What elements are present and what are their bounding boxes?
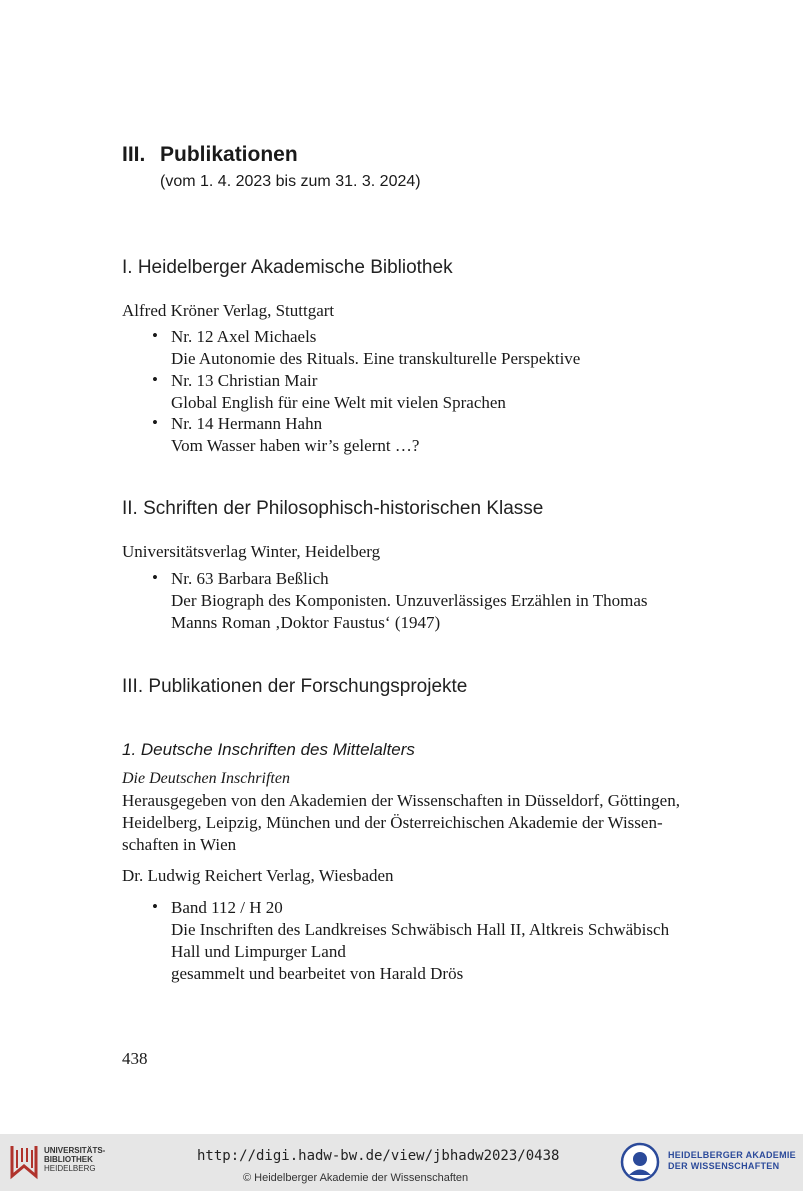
list-item-title: Global English für eine Welt mit vielen Sprachen [171, 393, 506, 412]
bullet-icon: • [152, 326, 158, 345]
list-item-title: Vom Wasser haben wir’s gelernt …? [171, 436, 420, 455]
section-publisher: Alfred Kröner Verlag, Stuttgart [122, 301, 335, 320]
ub-logo-text [44, 1146, 105, 1173]
list-item-title: Hall und Limpurger Land [171, 942, 346, 961]
page-number: 438 [122, 1049, 148, 1068]
list-item: Nr. 13 Christian Mair [171, 371, 318, 390]
list-item: Nr. 12 Axel Michaels [171, 327, 317, 346]
chapter-title-text: Publikationen [160, 143, 298, 166]
list-item: Band 112 / H 20 [171, 898, 283, 917]
bullet-icon: • [152, 370, 158, 389]
series-title: Die Deutschen Inschriften [122, 770, 290, 787]
list-item: Nr. 14 Hermann Hahn [171, 414, 323, 433]
editors-line: Herausgegeben von den Akademien der Wissenschaften in Düsseldorf, Göttingen, [122, 791, 680, 810]
bullet-icon: • [152, 568, 158, 587]
ub-logo-icon [8, 1142, 40, 1180]
academy-logo-line: DER WISSENSCHAFTEN [668, 1161, 780, 1171]
academy-seal-icon [620, 1142, 660, 1182]
copyright-text: © Heidelberger Akademie der Wissenschaften [243, 1172, 469, 1184]
editors-line: Heidelberg, Leipzig, München und der Österreichischen Akademie der Wissen- [122, 813, 663, 832]
section-publisher: Universitätsverlag Winter, Heidelberg [122, 542, 381, 561]
bullet-icon: • [152, 897, 158, 916]
list-item-credit: gesammelt und bearbeitet von Harald Drös [171, 964, 464, 983]
ub-logo-line: BIBLIOTHEK [44, 1155, 93, 1164]
ub-logo-line: HEIDELBERG [44, 1164, 96, 1173]
list-item-title: Der Biograph des Komponisten. Unzuverlässiges Erzählen in Thomas [171, 591, 648, 610]
academy-logo-line: HEIDELBERGER AKADEMIE [668, 1150, 796, 1160]
bullet-icon: • [152, 413, 158, 432]
footer-bar [0, 1134, 803, 1191]
chapter-number: III. [122, 143, 146, 166]
list-item: Nr. 63 Barbara Beßlich [171, 569, 329, 588]
subsection-heading: 1. Deutsche Inschriften des Mittelalters [122, 740, 415, 759]
list-item-title: Die Autonomie des Rituals. Eine transkulturelle Perspektive [171, 349, 581, 368]
section-heading: I. Heidelberger Akademische Bibliothek [122, 257, 453, 278]
chapter-subtitle: (vom 1. 4. 2023 bis zum 31. 3. 2024) [160, 173, 421, 190]
source-url-link[interactable]: http://digi.hadw-bw.de/view/jbhadw2023/0438 [197, 1148, 560, 1164]
editors-line: schaften in Wien [122, 835, 237, 854]
ub-logo-line: UNIVERSITÄTS- [44, 1146, 106, 1155]
chapter-title [122, 143, 298, 167]
list-item-title: Manns Roman ‚Doktor Faustus‘ (1947) [171, 613, 441, 632]
section-heading: II. Schriften der Philosophisch-historischen Klasse [122, 498, 544, 519]
section-publisher: Dr. Ludwig Reichert Verlag, Wiesbaden [122, 866, 394, 885]
section-heading: III. Publikationen der Forschungsprojekte [122, 676, 468, 697]
list-item-title: Die Inschriften des Landkreises Schwäbisch Hall II, Altkreis Schwäbisch [171, 920, 670, 939]
academy-logo-text [668, 1150, 796, 1172]
